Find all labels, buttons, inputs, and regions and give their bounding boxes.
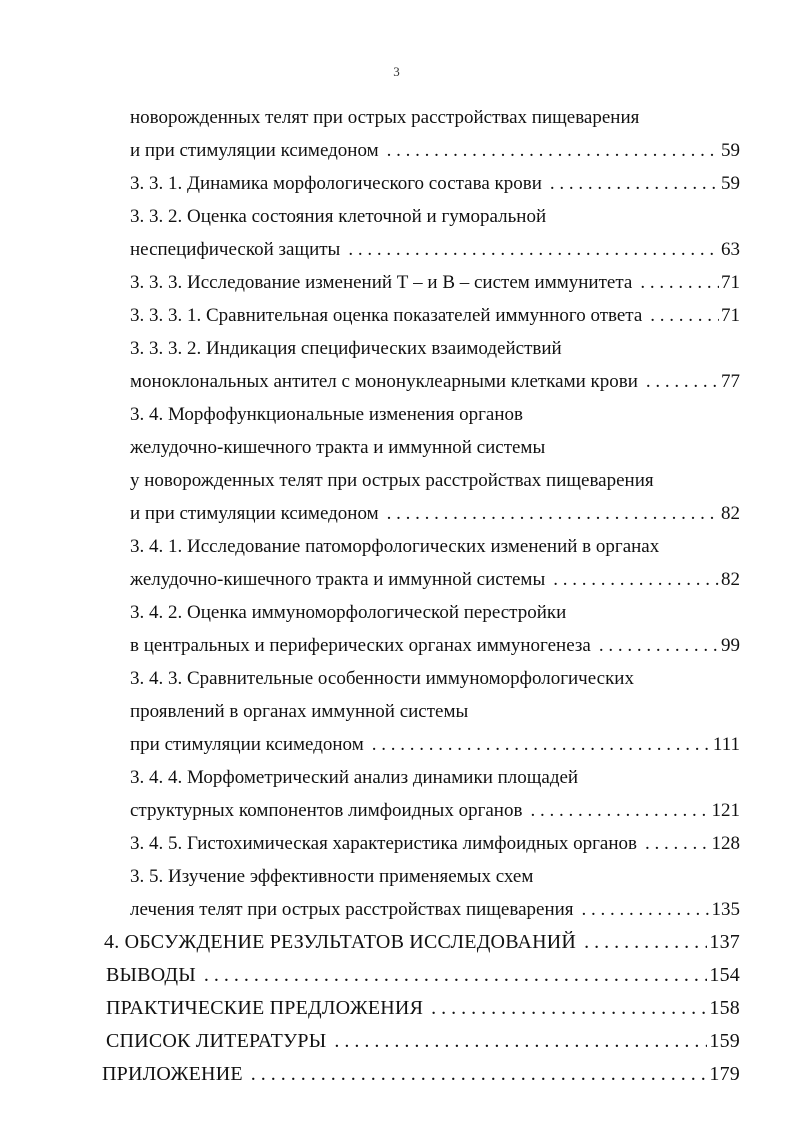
toc-entry (102, 1058, 740, 1091)
toc-entry (130, 233, 740, 266)
toc-entry-title: неспецифической защиты (130, 239, 341, 260)
toc-leader-dots (251, 1058, 708, 1091)
toc-leader-dots (387, 134, 719, 167)
toc-page-number: 77 (721, 371, 740, 392)
toc-entry-title: желудочно-кишечного тракта и иммунной системы (130, 437, 546, 458)
toc-entry-title: желудочно-кишечного тракта и иммунной системы (130, 569, 546, 590)
toc-leader-dots (431, 992, 707, 1025)
toc-page-number: 71 (721, 305, 740, 326)
toc-leader-dots (646, 365, 719, 398)
toc-page-number: 121 (711, 800, 740, 821)
toc-leader-dots (645, 827, 710, 860)
toc-page-number: 111 (712, 734, 740, 755)
toc-entry-title: 3. 4. 1. Исследование патоморфологических изменений в органах (130, 536, 660, 557)
toc-entry (130, 200, 740, 233)
toc-entry-title: в центральных и периферических органах иммуногенеза (130, 635, 591, 656)
toc-entry-title: ПРАКТИЧЕСКИЕ ПРЕДЛОЖЕНИЯ (106, 997, 424, 1019)
toc-page-number: 154 (709, 964, 740, 986)
toc-page-number: 71 (721, 272, 740, 293)
toc-entry-title: проявлений в органах иммунной системы (130, 701, 469, 722)
toc-entry-title: 4. ОБСУЖДЕНИЕ РЕЗУЛЬТАТОВ ИССЛЕДОВАНИЙ (104, 931, 577, 953)
toc-entry (130, 893, 740, 926)
toc-leader-dots (348, 233, 719, 266)
toc-leader-dots (550, 167, 719, 200)
toc-entry-title: и при стимуляции ксимедоном (130, 140, 379, 161)
toc-page-number: 63 (721, 239, 740, 260)
toc-entry-title: у новорожденных телят при острых расстройствах пищеварения (130, 470, 654, 491)
toc-entry (130, 761, 740, 794)
toc-entry (130, 596, 740, 629)
toc-entry-title: 3. 3. 3. Исследование изменений Т – и В – систем иммунитета (130, 272, 633, 293)
toc-entry (130, 827, 740, 860)
toc-entry-title: моноклональных антител с мононуклеарными клетками крови (130, 371, 638, 392)
toc-entry (130, 860, 740, 893)
toc-page-number: 59 (721, 140, 740, 161)
toc-leader-dots (372, 728, 711, 761)
toc-entry (130, 299, 740, 332)
toc-entry (130, 662, 740, 695)
toc-leader-dots (599, 629, 719, 662)
toc-entry-title: 3. 3. 2. Оценка состояния клеточной и гуморальной (130, 206, 547, 227)
toc-entry-title: новорожденных телят при острых расстройствах пищеварения (130, 107, 640, 128)
toc-leader-dots (334, 1025, 707, 1058)
toc-entry (104, 926, 740, 959)
toc-leader-dots (204, 959, 708, 992)
toc-entry-title: 3. 4. 5. Гистохимическая характеристика лимфоидных органов (130, 833, 637, 854)
toc-entry (130, 794, 740, 827)
toc-entry (106, 959, 740, 992)
toc-entry-title: и при стимуляции ксимедоном (130, 503, 379, 524)
toc-page-number: 59 (721, 173, 740, 194)
toc-page-number: 158 (709, 997, 740, 1019)
toc-page-number: 128 (711, 833, 740, 854)
toc-leader-dots (553, 563, 719, 596)
toc-entry (106, 1025, 740, 1058)
toc-entry (130, 266, 740, 299)
toc-entry-title: 3. 3. 1. Динамика морфологического состава крови (130, 173, 542, 194)
toc-entry (130, 728, 740, 761)
toc-entry-title: структурных компонентов лимфоидных органов (130, 800, 523, 821)
toc-entry-title: 3. 4. 4. Морфометрический анализ динамики площадей (130, 767, 579, 788)
toc-entry-title: СПИСОК ЛИТЕРАТУРЫ (106, 1030, 327, 1052)
toc-entry-title: ПРИЛОЖЕНИЕ (102, 1063, 243, 1085)
toc-entry (130, 365, 740, 398)
toc-entry (106, 992, 740, 1025)
toc-leader-dots (650, 299, 719, 332)
toc-entry (130, 167, 740, 200)
toc-entry (130, 563, 740, 596)
toc-entry (130, 332, 740, 365)
toc-page-number: 99 (721, 635, 740, 656)
toc-page-number: 135 (711, 899, 740, 920)
toc-entry-title: лечения телят при острых расстройствах пищеварения (130, 899, 574, 920)
toc-page-number: 82 (721, 569, 740, 590)
toc-entry (130, 497, 740, 530)
toc-page-number: 82 (721, 503, 740, 524)
toc-leader-dots (640, 266, 719, 299)
toc-leader-dots (530, 794, 709, 827)
toc-entry-title: 3. 5. Изучение эффективности применяемых схем (130, 866, 534, 887)
toc-entry-title: 3. 4. 2. Оценка иммуноморфологической перестройки (130, 602, 567, 623)
toc-page-number: 137 (709, 931, 740, 953)
toc-entry (130, 464, 740, 497)
toc-leader-dots (584, 926, 707, 959)
toc-entry (130, 134, 740, 167)
toc-entry (130, 101, 740, 134)
toc-entry-title: 3. 3. 3. 2. Индикация специфических взаимодействий (130, 338, 562, 359)
toc-entry-title: 3. 3. 3. 1. Сравнительная оценка показателей иммунного ответа (130, 305, 643, 326)
toc-entry (130, 695, 740, 728)
toc-entry-title: 3. 4. 3. Сравнительные особенности иммуноморфологических (130, 668, 634, 689)
toc-entry (130, 530, 740, 563)
toc-entry (130, 398, 740, 431)
toc-entry-title: ВЫВОДЫ (106, 964, 196, 986)
toc-entry-title: 3. 4. Морфофункциональные изменения органов (130, 404, 523, 425)
page-number: 3 (393, 64, 400, 79)
toc-entry-title: при стимуляции ксимедоном (130, 734, 364, 755)
toc-page-number: 179 (709, 1063, 740, 1085)
toc-leader-dots (582, 893, 710, 926)
toc-leader-dots (387, 497, 719, 530)
toc-entry (130, 629, 740, 662)
toc-page-number: 159 (709, 1030, 740, 1052)
toc-entry (130, 431, 740, 464)
